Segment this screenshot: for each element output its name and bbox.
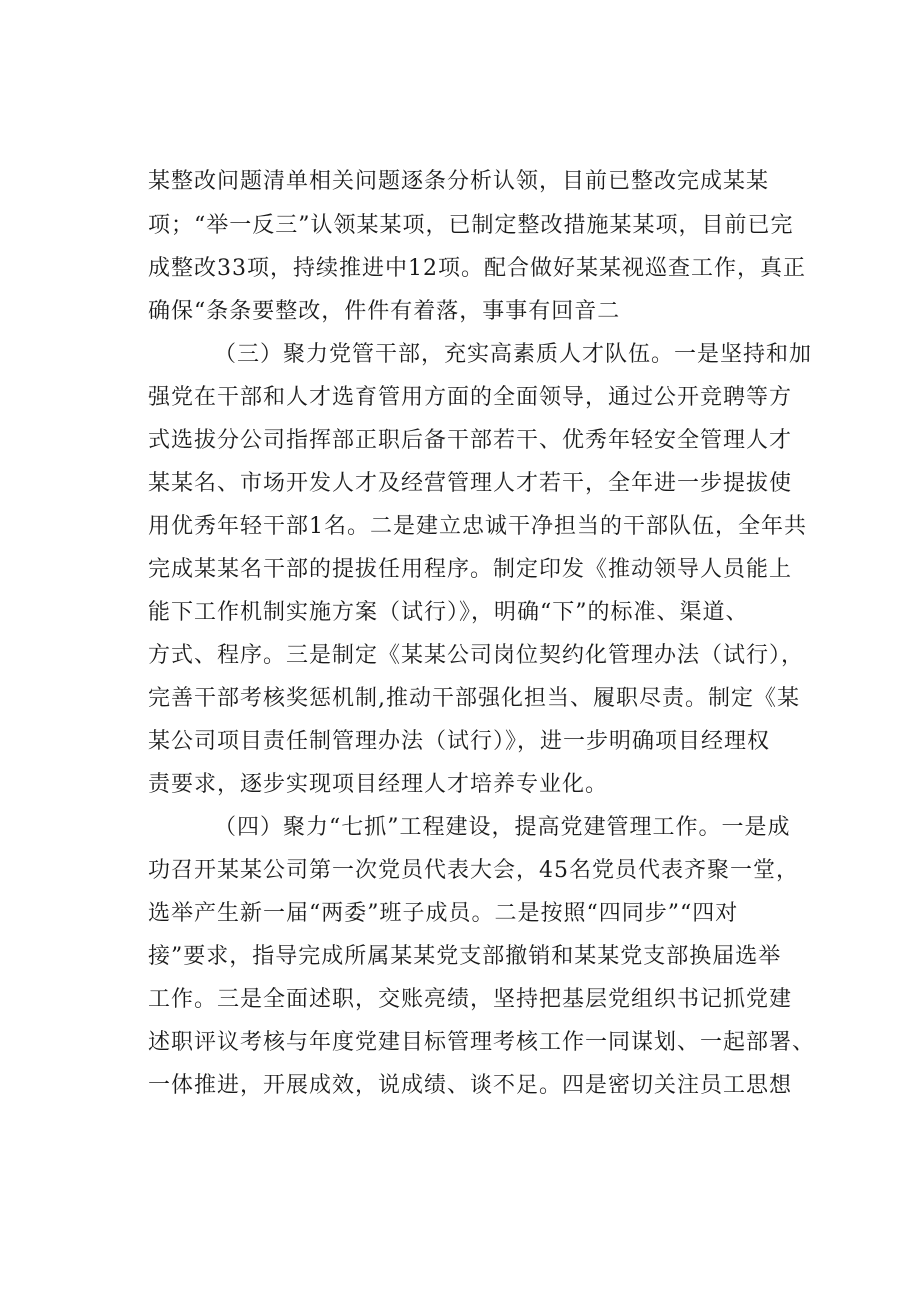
text-line: 某某名、市场开发人才及经营管理人才若干，全年进一步提拔使 [148,471,793,496]
text-line: 项；“举一反三”认领某某项，已制定整改措施某某项，目前已完 [148,213,794,238]
text-line: 接”要求，指导完成所属某某党支部撤销和某某党支部换届选举 [148,944,782,969]
text-line: 某整改问题清单相关问题逐条分析认领，目前已整改完成某某 [148,169,770,194]
text-line: 工作。三是全面述职，交账亮绩，坚持把基层党组织书记抓党建 [148,987,793,1012]
text-line: 完善干部考核奖惩机制,推动干部强化担当、履职尽责。制定《某 [148,686,800,711]
section-heading-line: （三）聚力党管干部，充实高素质人才队伍。一是坚持和加 [214,342,813,367]
text-line: 某公司项目责任制管理办法（试行）》，进一步明确项目经理权 [148,729,771,754]
text-line: 述职评议考核与年度党建目标管理考核工作一同谋划、一起部署、 [148,1030,816,1055]
text-line: 能下工作机制实施方案（试行）》，明确“下”的标准、渠道、 [148,600,749,625]
text-line: 功召开某某公司第一次党员代表大会，45名党员代表齐聚一堂， [148,858,799,883]
text-line: 选举产生新一届“两委”班子成员。二是按照“四同步”“四对 [148,901,739,926]
text-line: 一体推进，开展成效，说成绩、谈不足。四是密切关注员工思想 [148,1073,793,1098]
text-line: 强党在干部和人才选育管用方面的全面领导，通过公开竞聘等方 [148,385,793,410]
section-heading-line: （四）聚力“七抓”工程建设，提高党建管理工作。一是成 [214,815,791,840]
text-line: 责要求，逐步实现项目经理人才培养专业化。 [148,772,609,797]
text-line: 式选拔分公司指挥部正职后备干部若干、优秀年轻安全管理人才 [148,428,793,453]
text-line: 用优秀年轻干部1名。二是建立忠诚干净担当的干部队伍，全年共 [148,514,807,539]
text-line: 完成某某名干部的提拔任用程序。制定印发《推动领导人员能上 [148,557,793,582]
text-line: 成整改33项，持续推进中12项。配合做好某某视巡查工作，真正 [148,256,806,281]
text-line: 方式、程序。三是制定《某某公司岗位契约化管理办法（试行）， [148,643,805,668]
text-line: 确保“条条要整改，件件有着落，事事有回音二 [148,299,621,324]
